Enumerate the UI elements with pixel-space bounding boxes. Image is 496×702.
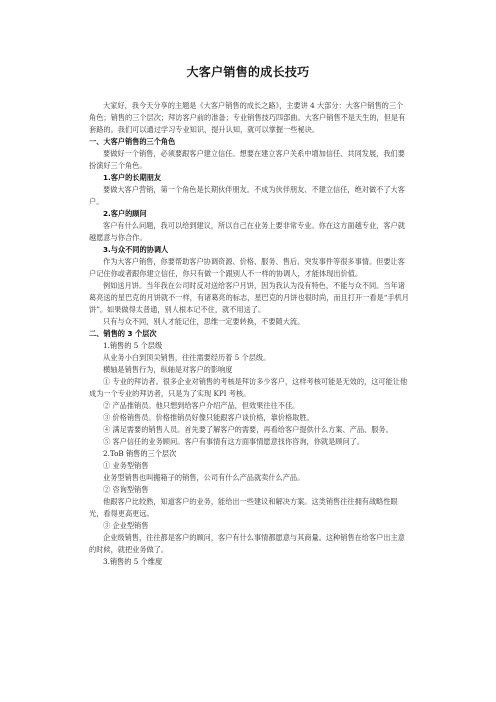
paragraph: 要做好一个销售，必须要跟客户建立信任。想要在建立客户关系中增加信任、共同发展，我们要扮演好三个角色。	[89, 149, 405, 170]
paragraph: 从业务小白到顶尖销售，往往需要经历着 5 个层级。	[103, 353, 271, 362]
list-item: ① 业务型销售	[103, 461, 149, 470]
paragraph: 只有与众不同，别人才能记住，思维一定要转换，不要随大流。	[103, 317, 305, 326]
paragraph: 客户有什么问题，我可以给到建议，所以自己在业务上要非常专业。你在这方面越专业，客户就越愿意与你合作。	[89, 221, 405, 242]
document-body	[89, 100, 409, 568]
subsection-heading: 3.销售的 5 个维度	[103, 557, 163, 566]
list-item: ② 产品推销员。他只想到给客户介绍产品，但效果往往不佳。	[103, 401, 300, 410]
paragraph: 业务型销售也叫搬箱子的销售，公司有什么产品就卖什么产品。	[103, 473, 305, 482]
list-item: ② 咨询型销售	[103, 485, 149, 494]
intro-paragraph: 大家好，我今天分享的主题是《大客户销售的成长之路》，主要讲 4 大部分：大客户销售的三个角色；销售的三个层次；拜访客户前的准备；专业销售技巧四部曲。大客户销售不是天生的，但是有套路的。我们可以通过学习专业知识，提升认知，就可以掌握一些秘诀。	[89, 101, 406, 134]
list-item: ③ 价格销售员。价格推销员好像只能跟客户谈价格，靠价格取胜。	[103, 413, 314, 422]
subsection-heading: 2.客户的顾问	[103, 209, 147, 218]
list-item: ① 专业的拜访者。很多企业对销售的考核是拜访多少客户，这样考核可能是无效的，这可能让他成为一个专业的拜访者，只是为了实现 KPI 考核。	[89, 377, 408, 398]
subsection-heading: 1.销售的 5 个层级	[103, 341, 163, 350]
section-heading: 二、销售的 3 个层次	[89, 329, 157, 338]
paragraph: 作为大客户销售，你要帮助客户协调资源、价格、服务、售后、突发事件等很多事情。但要让客户记住你或者跟你建立信任，你只有做一个跟别人不一样的协调人，才能体现出价值。	[89, 257, 405, 278]
subsection-heading: 3.与众不同的协调人	[103, 245, 169, 254]
list-item: ④ 满足需要的销售人员。首先要了解客户的需要，再看给客户提供什么方案、产品、服务。	[103, 425, 393, 434]
subsection-heading: 1.客户的长期朋友	[103, 173, 162, 182]
document-title: 大客户销售的成长技巧	[186, 65, 310, 79]
subsection-heading: 2.ToB 销售的三个层次	[103, 449, 177, 458]
paragraph: 例如送月饼。当年我在公司时反对送给客户月饼，因为我认为没有特色，不能与众不同。当年诸葛亮送的星巴克的月饼就不一样，有诸葛亮的标志，星巴克的月饼也很时尚，而且打开一看是“手机月饼”。如果做得太普通，别人根本记不住，就不用送了。	[89, 281, 409, 314]
paragraph: 横轴是销售行为，纵轴是对客户的影响度	[103, 365, 233, 374]
paragraph: 要做大客户营销，第一个角色是长期伙伴朋友。不成为伙伴朋友、不建立信任，绝对做不了大客户。	[89, 185, 405, 206]
paragraph: 他跟客户比较熟，知道客户的业务，能给出一些建议和解决方案。这类销售往往拥有战略性眼光，看得更高更远。	[89, 497, 398, 518]
section-heading: 一、大客户销售的三个角色	[89, 137, 176, 146]
paragraph: 企业级销售，往往都是客户的顾问，客户有什么事情都愿意与其商量。这种销售在给客户出主意的时候，就把业务做了。	[89, 533, 405, 554]
list-item: ⑤ 客户信任的业务顾问。客户有事情有这方面事情愿意找你咨询，你就是顾问了。	[103, 437, 365, 446]
list-item: ③ 企业型销售	[103, 521, 149, 530]
